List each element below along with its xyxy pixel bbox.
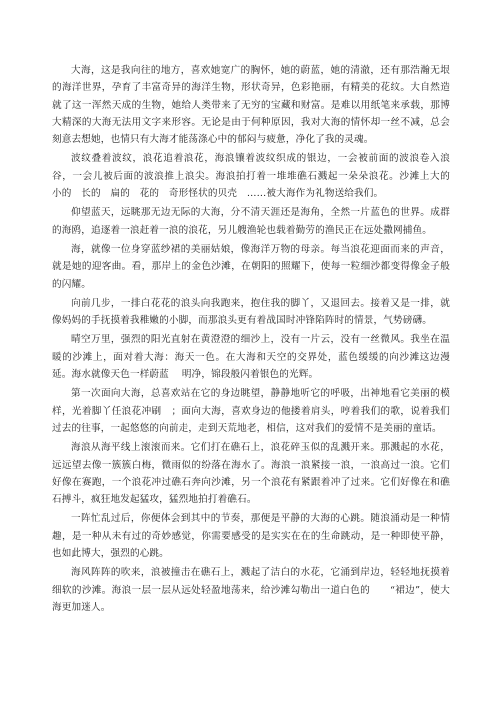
paragraph-1: 大海，这是我向往的地方，喜欢她宽广的胸怀，她的蔚蓝，她的清澈，还有那浩瀚无垠的海洋世界，孕育了丰富奇异的海洋生物，形状奇异，色彩艳丽，有精美的花纹。大自然造就了这一浑然天成的生物，她给人类带来了无穷的宝藏和财富。是难以用纸笔来承载，那博大精深的大海无法用文字来形容。无论是由于何种原因，我对大海的情怀却一丝不减，总会刻意去想她，也情只有大海才能荡涤心中的郁闷与疲惫，净化了我的灵魂。: [52, 65, 450, 146]
paragraph-6: 晴空万里，强烈的阳光直射在黄澄澄的细沙上，没有一片云，没有一丝微风。我坐在温暖的沙滩上，面对着大海：海天一色。在大海和天空的交界处，蓝色缓缓的向沙滩这边漫延。海水就像天色一样蔚蓝 明净，锦段般闪着银色的光辉。: [52, 334, 450, 381]
paragraph-8: 海浪从海平线上滚滚而来。它们打在礁石上，浪花碎玉似的乱溅开来。那溅起的水花，远远望去像一簇簇白梅，微雨似的纷落在海水了。海浪一浪紧接一浪，一浪高过一浪。它们好像在赛跑，一个浪花冲过礁石奔向沙滩，另一个浪花有紧跟着冲了过来。它们好像在和礁石搏斗，疯狂地发起猛攻，猛烈地拍打着礁石。: [52, 442, 450, 506]
paragraph-9: 一阵忙乱过后，你便体会到其中的节奏，那便是平静的大海的心跳。随浪涌动是一种情趣，是一种从未有过的奇妙感觉，你需要感受的是实实在在的生命跳动，是一种即使平静，也如此博大，强烈的心跳。: [52, 513, 450, 560]
paragraph-3: 仰望蓝天，远眺那无边无际的大海，分不清天涯还是海角，全然一片蓝色的世界。成群的海鸥，追逐着一浪赶着一浪的浪花，另儿艘渔轮也载着勤劳的渔民正在远处撒网捕鱼。: [52, 207, 450, 236]
paragraph-4: 海，就像一位身穿蓝纱裙的美丽姑娘，像海洋万物的母亲。每当浪花迎面而来的声音，就是她的迎客曲。看，那岸上的金色沙滩，在朝阳的照耀下，使每一粒细沙都变得像金子般的闪耀。: [52, 243, 450, 290]
paragraph-10: 海风阵阵的吹来，浪被撞击在礁石上，溅起了洁白的水花，它涌到岸边，轻轻地抚摸着细软的沙滩。海浪一层一层从远处轻盈地荡来，给沙滩勾勒出一道白色的 “裙边”，使大海更加迷人。: [52, 567, 450, 613]
paragraph-5: 向前几步，一排白花花的浪头向我跑来，抱住我的脚丫，又退回去。接着又是一排，就像妈妈的手抚摸着我稚嫩的小脚，而那浪头更有着战国时冲锋陷阵时的情景，气势磅礴。: [52, 297, 450, 327]
paragraph-7: 第一次面向大海，总喜欢站在它的身边眺望，静静地听它的呼吸，出神地看它美丽的模样，光着脚丫任浪花冲刷 ；面向大海，喜欢身边的他搂着肩头，哼着我们的歌，说着我们过去的往事，一起悠悠的向前走，走到天荒地老，相信，这对我们的爱情不是美丽的童话。: [52, 388, 450, 434]
paragraph-2: 波纹叠着波纹，浪花追着浪花，海浪镶着波纹织成的银边，一会被前面的波浪卷入浪谷，一会儿被后面的波浪推上浪尖。海浪拍打着一堆堆礁石溅起一朵朵浪花。沙滩上大的 小的 长的 扁的 花的 奇形怪状的贝壳 ……被大海作为礼物送给我们。: [52, 153, 470, 200]
